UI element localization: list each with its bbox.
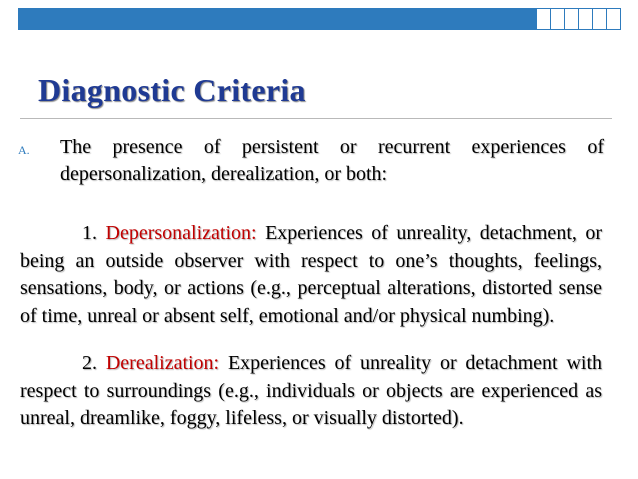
derealization-text: Experiences of unreality or detachment with respect to surroundings (e.g., individuals or objects are experienced as unreal, dreamlike, foggy, lifeless, or visually distorted).: [20, 352, 603, 429]
depersonalization-paragraph: [20, 220, 602, 330]
decorative-square: [607, 8, 621, 30]
title-divider: [20, 118, 612, 119]
criterion-a-marker: A.: [18, 143, 30, 157]
decorative-square: [565, 8, 579, 30]
decorative-square: [551, 8, 565, 30]
item-number: 2.: [82, 352, 97, 374]
decorative-square: [593, 8, 607, 30]
depersonalization-text: Experiences of unreality, detachment, or being an outside observer with respect to one’s thoughts, feelings, sensations, body, or actions (e.g., perceptual alterations, distorted sense of time, unreal or absent self, emotional and/or physical numbing).: [20, 222, 603, 327]
slide-title: Diagnostic Criteria: [38, 72, 306, 108]
decorative-square: [536, 8, 551, 30]
decorative-squares: [536, 8, 621, 30]
header-bar: [18, 8, 536, 30]
item-number: 1.: [82, 222, 97, 244]
decorative-square: [579, 8, 593, 30]
derealization-paragraph: [20, 350, 602, 433]
criterion-a-text: The presence of persistent or recurrent experiences of depersonalization, derealization, or both:: [60, 136, 604, 185]
depersonalization-term: Depersonalization:: [105, 222, 257, 244]
derealization-term: Derealization:: [105, 352, 220, 374]
criterion-a: [18, 134, 604, 188]
